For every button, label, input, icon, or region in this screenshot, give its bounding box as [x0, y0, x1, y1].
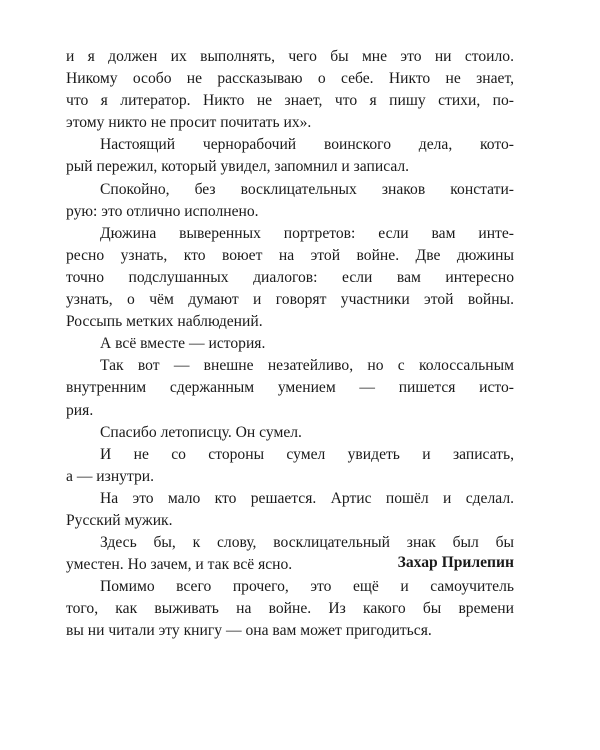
text-line: А всё вместе — история.: [100, 335, 266, 353]
text-line: внутренним сдержанным умением — пишется исто-: [66, 379, 514, 397]
text-line: ресно узнать, кто воюет на этой войне. Две дюжины: [66, 246, 514, 264]
text-line: точно подслушанных диалогов: если вам интересно: [66, 268, 514, 286]
text-line: вы ни читали эту книгу — она вам может пригодиться.: [66, 622, 432, 640]
text-line: и я должен их выполнять, чего бы мне это ни стоило.: [66, 48, 514, 65]
text-line: Настоящий чернорабочий воинского дела, кото-: [100, 136, 514, 154]
text-line: Дюжина выверенных портретов: если вам инте-: [100, 224, 514, 242]
text-line: Спасибо летописцу. Он сумел.: [100, 423, 302, 441]
text-line: этому никто не просит почитать их».: [66, 114, 312, 132]
text-line: Русский мужик.: [66, 511, 173, 529]
text-line: того, как выживать на войне. Из какого бы времени: [66, 600, 514, 618]
text-line: Здесь бы, к слову, восклицательный знак был бы: [100, 534, 514, 552]
text-line: Спокойно, без восклицательных знаков констати-: [100, 180, 514, 198]
text-line: На это мало кто решается. Артис пошёл и сделал.: [100, 489, 514, 507]
text-line: рия.: [66, 401, 94, 419]
text-line: И не со стороны сумел увидеть и записать,: [100, 445, 514, 463]
text-line: что я литератор. Никто не знает, что я пишу стихи, по-: [66, 92, 514, 110]
text-line: а — изнутри.: [66, 467, 155, 485]
text-line: узнать, о чём думают и говорят участники этой войны.: [66, 291, 514, 309]
text-line: рую: это отлично исполнено.: [66, 202, 259, 220]
text-line: рый пережил, который увидел, запомнил и записал.: [66, 158, 410, 176]
author-signature: Захар Прилепин: [397, 554, 514, 571]
text-line: Никому особо не рассказываю о себе. Никто не знает,: [66, 70, 514, 88]
text-line: уместен. Но зачем, и так всё ясно.: [66, 556, 293, 574]
text-line: Так вот — внешне незатейливо, но с колоссальным: [100, 357, 514, 375]
text-line: Россыпь метких наблюдений.: [66, 313, 263, 331]
text-line: Помимо всего прочего, это ещё и самоучитель: [100, 578, 514, 596]
